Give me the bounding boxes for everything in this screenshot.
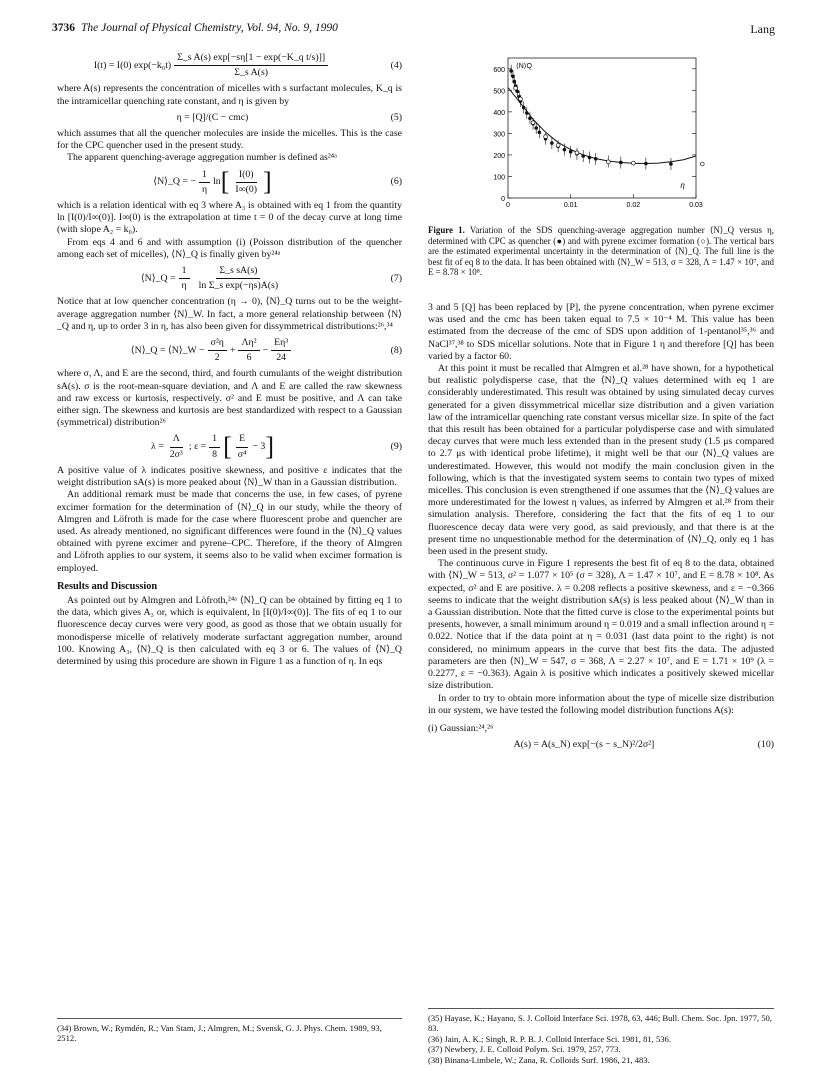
data-point-excimer <box>514 86 518 90</box>
equation-8: ⟨N⟩_Q = ⟨N⟩_W − $\frac{\text{σ²η}}{2}$ + $\frac{\text{Λη²}}{6}$ − $\frac{\text{Eη³}}{24}$ (8) <box>130 337 402 364</box>
left-column <box>57 48 402 668</box>
data-point-excimer <box>544 135 548 139</box>
data-point-excimer <box>575 151 579 155</box>
data-point-cpc <box>569 150 573 154</box>
paragraph: In order to try to obtain more information about the type of micelle size distribution in our system, we have tested the following model distribution functions A(s): <box>428 692 774 716</box>
paragraph: From eqs 4 and 6 and with assumption (i) (Poisson distribution of the quencher among each set of micelles), ⟨N⟩_Q is finally given by²⁴ᵃ <box>57 236 402 260</box>
data-point-cpc <box>669 162 673 166</box>
x-tick-label: 0.03 <box>689 202 703 209</box>
paragraph: which is a relation identical with eq 3 where A₃ is obtained with eq 1 from the quantity ln [I(0)/I∞(0)]. I∞(0) is the extrapolation at time t = 0 of the decay curve at long time (with slope A₂ = k₀). <box>57 200 402 236</box>
data-point-excimer <box>556 143 560 147</box>
x-tick-label: 0.01 <box>563 202 578 209</box>
data-point-cpc <box>525 111 529 115</box>
paragraph: The continuous curve in Figure 1 represents the best fit of eq 8 to the data, obtained with ⟨N⟩_W = 513, σ² = 1.077 × 10⁵ (σ = 328), Λ = 1.47 × 10⁷, and E = 8.78 × 10⁸. As expected, σ² and E are positive. λ = 0.208 reflects a positive skewness, and ε = −0.366 seems to indicate that the weight distribution sA(s) is less peaked about ⟨N⟩_W than in a Gaussian distribution. Note that the fitted curve is close to the experimental points but presents, however, a small minimum around η = 0.019 and a small inflection around η = 0.022. Notice that if the data point at η = 0.031 (last data point to the right) is not considered, no minimum appears in the curve that best fits the data. The adjusted parameters are then ⟨N⟩_W = 547, σ = 368, Λ = 2.27 × 10⁷, and E = 1.71 × 10⁹ (λ = 0.2277, ε = −0.363). Again λ is positive which indicates a positively skewed micellar size distribution. <box>428 558 774 692</box>
paragraph: where A(s) represents the concentration of micelles with s surfactant molecules, K_q is the intramicellar quenching rate constant, and η is given by <box>57 83 402 107</box>
right-column <box>428 48 774 286</box>
y-tick-label: 300 <box>493 131 505 139</box>
equation-5: η = [Q]/(C − cmc) (5) <box>176 111 402 123</box>
paragraph: which assumes that all the quencher molecules are inside the micelles. This is the case for the CPC quencher used in the present study. <box>57 128 402 152</box>
data-point-cpc <box>528 117 532 121</box>
figure-1 <box>428 48 774 223</box>
paragraph: where σ, Λ, and E are the second, third, and fourth cumulants of the weight distribution sA(s). σ is the root-mean-square deviation, and Λ and E are called the raw skewness and raw excess or kurtosis, respectively. σ² and E must be positive, and Λ can take either sign. The skewness and kurtosis are best standardized with respect to a Gaussian (symmetrical) distribution²⁶ <box>57 368 402 429</box>
y-tick-label: 500 <box>493 88 505 96</box>
y-tick-label: 100 <box>493 174 505 182</box>
paragraph: The apparent quenching-average aggregation number is defined as²⁴ᵃ <box>67 152 337 164</box>
data-point-cpc <box>619 161 623 165</box>
y-tick-label: 200 <box>493 152 505 160</box>
equation-10: A(s) = A(s_N) exp[−(s − s_N)²/2σ²] (10) <box>513 739 774 751</box>
paragraph: (i) Gaussian:²⁴,²⁶ <box>428 722 494 734</box>
data-point-cpc <box>563 148 567 152</box>
equation-6: ⟨N⟩_Q = − $\frac{1}{\eta}$ ln [ $\frac{I(0)}{I\infty(0)}$ ] (6) <box>153 167 402 197</box>
paragraph: 3 and 5 [Q] has been replaced by [P], the pyrene concentration, when pyrene excimer was used and the cmc has been taken equal to 7.5 × 10⁻⁴ M. This value has been estimated from the decrease of the cmc of SDS upon addition of 1-pentanol³⁵,³⁶ and NaCl³⁷,³⁸ to SDS micellar solutions. Note that in Figure 1 η and therefore [Q] has been varied by a factor 60. <box>428 302 774 362</box>
section-heading: Results and Discussion <box>57 580 158 592</box>
chart <box>428 48 774 223</box>
paragraph: At this point it must be recalled that Almgren et al.²⁸ have shown, for a hypothetical but realistic polydisperse case, that the ⟨N⟩_Q values determined with eq 1 are considerably underestimated. This result was obtained by using simulated decay curves generated for a given dissymmetrical micellar size distribution and a given variation law of the intramicellar quenching rate constant versus micellar size. In spite of the fact that this result has been obtained for a particular polydisperse case and with simulated decay curves that were much less extended than in the present study (1.5 μs compared to 2.7 μs with identical probe lifetime), it might well be that our ⟨N⟩_Q values are underestimated. However, this would not modify the main conclusion given in the following, which is that the investigated system seems to contain two types of mixed micelles. This conclusion is even strengthened if one assumes that the ⟨N⟩_Q values are more underestimated for the lowest η values, as inferred by Almgren et al.²⁸ from their simulation analysis. Therefore, considering the fact that the fits of eq 1 to our fluorescence decay data were very good, as said previously, and that there is at the present time no unquestionable method for the determination of ⟨N⟩_Q, only eq 1 has been used in the present study. <box>428 363 774 558</box>
data-point-excimer <box>700 162 704 166</box>
data-point-cpc <box>550 141 554 145</box>
data-point-excimer <box>606 160 610 164</box>
data-point-excimer <box>519 97 523 101</box>
data-point-excimer <box>531 121 535 125</box>
data-point-cpc <box>588 156 592 160</box>
equation-4: I(t) = I(0) exp(−k₀t) $\frac{\text{Σ\_s A(s) exp[−sη[1 − exp(−K\_q t/s)]]}}{\text{Σ\_s A(s)}}$ (4) <box>93 52 402 79</box>
data-point-cpc <box>522 106 526 110</box>
page-number: 3736 <box>52 22 75 34</box>
equation-9: λ = $\frac{\Lambda}{\text{2σ³}}$ ; ε = $\frac{1}{8}$ [ $\frac{E}{\text{σ⁴}}$ − 3 ] (9) <box>151 432 402 462</box>
data-point-cpc <box>594 157 598 161</box>
data-point-cpc <box>538 131 542 135</box>
data-point-cpc <box>581 154 585 158</box>
x-tick-label: 0.02 <box>626 202 641 209</box>
y-tick-label: 0 <box>501 196 505 203</box>
data-point-excimer <box>631 161 635 165</box>
data-point-cpc <box>509 69 513 73</box>
y-axis-label: ⟨N⟩Q <box>516 63 532 70</box>
equation-7: ⟨N⟩_Q = $\frac{1}{\eta}$ $\frac{\text{Σ\_s sA(s)}}{\text{ln Σ\_s exp(−ηs)A(s)}}$ (7) <box>140 265 402 292</box>
paragraph: An additional remark must be made that concerns the use, in few cases, of pyrene excimer formation for the determination of ⟨N⟩_Q in our study, while the theory of Almgren and Löfroth is made for the case where fluorescent probe and quencher are used. As already mentioned, no significant differences were found in the ⟨N⟩_Q values obtained with pyrene excimer and pyrene–CPC. Therefore, if the theory of Almgren and Löfroth applies to our system, it seems also to be valid when excimer formation is employed. <box>57 489 402 574</box>
page-header <box>52 22 775 38</box>
y-tick-label: 400 <box>493 109 505 117</box>
paragraph: A positive value of λ indicates positive skewness, and positive ε indicates that the weight distribution sA(s) is more peaked about ⟨N⟩_W than in a Gaussian distribution. <box>57 464 402 489</box>
x-axis-label: η <box>680 181 685 190</box>
author-name: Lang <box>750 22 775 36</box>
data-point-cpc <box>644 162 648 166</box>
footnote: (34) Brown, W.; Rymdén, R.; Van Stam, J.; Almgren, M.; Svensk, G. J. Phys. Chem. 1989, 93, 2512. <box>57 1018 402 1044</box>
x-tick-label: 0 <box>506 202 510 209</box>
data-point-cpc <box>534 126 538 130</box>
paragraph: Notice that at low quencher concentration (η → 0), ⟨N⟩_Q turns out to be the weight-average aggregation number ⟨N⟩_W. In fact, a more general relationship between ⟨N⟩_Q and η, up to order 3 in η, has also been given for dissymmetrical distributions:²⁶,³⁴ <box>57 296 402 332</box>
journal-title: The Journal of Physical Chemistry, Vol. 94, No. 9, 1990 <box>81 22 338 34</box>
paragraph: As pointed out by Almgren and Löfroth,²⁴ᵃ ⟨N⟩_Q can be obtained by fitting eq 1 to the data, which gives A₃ or, which is equivalent, ln [I(0)/I∞(0)]. The fits of eq 1 to our fluorescence decay curves were very good, as good as those that we obtain usually for monodisperse micelle of relatively moderate surfactant aggregation number, around 100. Knowing A₃, ⟨N⟩_Q is then calculated with eq 3 or 6. The values of ⟨N⟩_Q determined by using this procedure are shown in Figure 1 as a function of η. In eqs <box>57 594 402 667</box>
footnotes-right: (35) Hayase, K.; Hayano, S. J. Colloid Interface Sci. 1978, 63, 446; Bull. Chem. Soc. Jpn. 1977, 50, 83. (36) Jain, A. K.; Singh, R. P. B. J. Colloid Interface Sci. 1981, 81, 536. (37) Newbery, J. E. Colloid Polym. Sci. 1979, 257, 773. (38) Binana-Limbele, W.; Zana, R. Colloids Surf. 1986, 21, 483. <box>428 1008 774 1065</box>
y-tick-label: 600 <box>493 66 505 74</box>
right-column-text <box>428 302 774 755</box>
figure-caption: Figure 1. Variation of the SDS quenching-average aggregation number ⟨N⟩_Q versus η, determined with CPC as quencher (●) and with pyrene excimer formation (○). The vertical bars are the estimated experimental uncertainty in the determination of ⟨N⟩_Q. The full line is the best fit of eq 8 to the data. It has been obtained with ⟨N⟩_W = 513, σ = 328, Λ = 1.47 × 10⁷, and E = 8.78 × 10⁸. <box>428 225 774 278</box>
